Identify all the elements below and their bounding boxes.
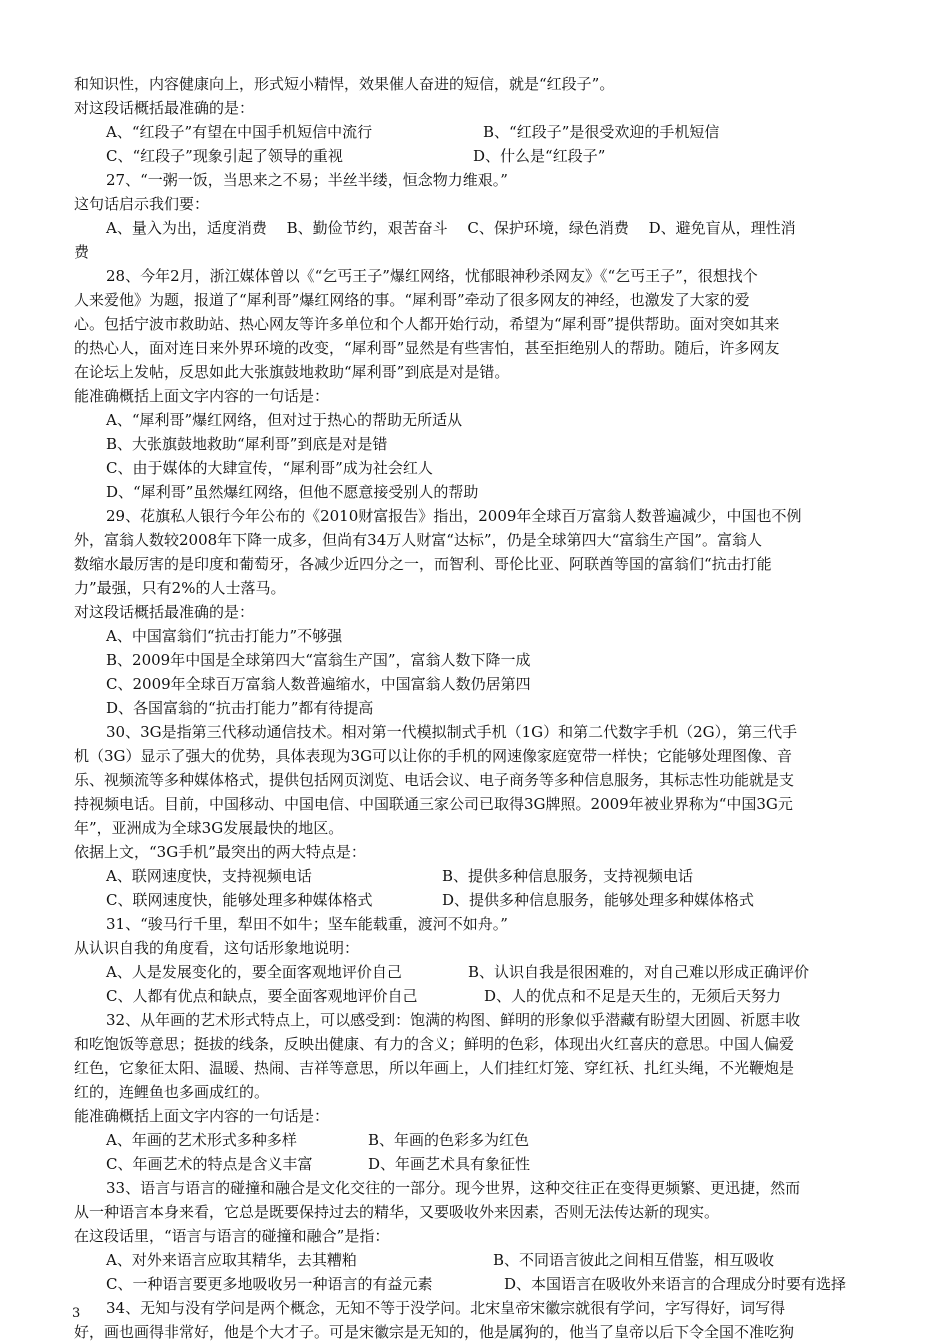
text-line: 年”，亚洲成为全球3G发展最快的地区。 bbox=[74, 819, 344, 837]
option-text: B、提供多种信息服务，支持视频电话 bbox=[442, 867, 694, 885]
text-line: 乐、视频流等多种媒体格式，提供包括网页浏览、电话会议、电子商务等多种信息服务，其标志性功能就是支 bbox=[74, 771, 795, 789]
text-line-indented: 29、花旗私人银行今年公布的《2010财富报告》指出，2009年全球百万富翁人数普遍减少，中国也不例 bbox=[106, 507, 802, 525]
text-line: 对这段话概括最准确的是： bbox=[74, 99, 255, 117]
text-line: 力”最强，只有2%的人士落马。 bbox=[74, 579, 286, 597]
text-line: 外，富翁人数较2008年下降一成多，但尚有34万人财富“达标”，仍是全球第四大“富翁生产国”。富翁人 bbox=[74, 531, 762, 549]
option-text: D、提供多种信息服务，能够处理多种媒体格式 bbox=[442, 891, 755, 909]
option-row bbox=[74, 144, 880, 168]
text-line-indented: 33、语言与语言的碰撞和融合是文化交往的一部分。现今世界，这种交往正在变得更频繁、更迅捷，然而 bbox=[106, 1179, 801, 1197]
option-row bbox=[74, 1128, 880, 1152]
text-line: 心。包括宁波市救助站、热心网友等许多单位和个人都开始行动，希望为“犀利哥”提供帮助。面对突如其来 bbox=[74, 315, 780, 333]
option-row bbox=[74, 984, 880, 1008]
text-line-indented: D、各国富翁的“抗击打能力”都有待提高 bbox=[106, 699, 374, 717]
text-line: 在论坛上发帖，反思如此大张旗鼓地救助“犀利哥”到底是对是错。 bbox=[74, 363, 510, 381]
option-row bbox=[74, 1152, 880, 1176]
text-line-indented: B、大张旗鼓地救助“犀利哥”到底是对是错 bbox=[106, 435, 388, 453]
option-text: C、年画艺术的特点是含义丰富 bbox=[106, 1155, 313, 1173]
option-text: D、人的优点和不足是天生的，无须后天努力 bbox=[484, 987, 782, 1005]
text-line-indented: D、“犀利哥”虽然爆红网络，但他不愿意接受别人的帮助 bbox=[106, 483, 479, 501]
text-line-indented: 30、3G是指第三代移动通信技术。相对第一代模拟制式手机（1G）和第二代数字手机（2G），第三代手 bbox=[106, 723, 798, 741]
option-row bbox=[74, 1248, 880, 1272]
text-line-indented: B、2009年中国是全球第四大“富翁生产国”，富翁人数下降一成 bbox=[106, 651, 531, 669]
text-line-indented: 32、从年画的艺术形式特点上，可以感受到：饱满的构图、鲜明的形象似乎潜藏有盼望大团圆、祈愿丰收 bbox=[106, 1011, 801, 1029]
text-line: 在这段话里，“语言与语言的碰撞和融合”是指： bbox=[74, 1227, 390, 1245]
text-line: 和知识性，内容健康向上，形式短小精悍，效果催人奋进的短信，就是“红段子”。 bbox=[74, 75, 615, 93]
text-line-indented: A、“犀利哥”爆红网络，但对过于热心的帮助无所适从 bbox=[106, 411, 463, 429]
option-text: B、年画的色彩多为红色 bbox=[368, 1131, 530, 1149]
option-row bbox=[74, 888, 880, 912]
option-text: A、联网速度快，支持视频电话 bbox=[106, 867, 312, 885]
option-text: D、本国语言在吸收外来语言的合理成分时要有选择 bbox=[504, 1275, 847, 1293]
option-text: C、联网速度快，能够处理多种媒体格式 bbox=[106, 891, 373, 909]
page-content bbox=[74, 72, 880, 1344]
option-text: B、认识自我是很困难的，对自己难以形成正确评价 bbox=[468, 963, 810, 981]
option-text: C、人都有优点和缺点，要全面客观地评价自己 bbox=[106, 987, 418, 1005]
text-line: 从认识自我的角度看，这句话形象地说明： bbox=[74, 939, 360, 957]
text-line: 持视频电话。目前，中国移动、中国电信、中国联通三家公司已取得3G牌照。2009年被业界称为“中国3G元 bbox=[74, 795, 793, 813]
text-line: 费 bbox=[74, 243, 90, 261]
option-text: D、年画艺术具有象征性 bbox=[368, 1155, 531, 1173]
option-row bbox=[74, 1272, 880, 1296]
text-line-indented: C、由于媒体的大肆宣传，“犀利哥”成为社会红人 bbox=[106, 459, 433, 477]
text-line-indented: 34、无知与没有学问是两个概念，无知不等于没学问。北宋皇帝宋徽宗就很有学问，字写得好，词写得 bbox=[106, 1299, 786, 1317]
text-line-indented: 31、“骏马行千里，犁田不如牛；坚车能载重，渡河不如舟。” bbox=[106, 915, 508, 933]
text-line-indented: A、量入为出，适度消费 B、勤俭节约，艰苦奋斗 C、保护环境，绿色消费 D、避免盲从，理性消 bbox=[106, 219, 796, 237]
text-line: 这句话启示我们要： bbox=[74, 195, 210, 213]
option-text: D、什么是“红段子” bbox=[473, 147, 606, 165]
option-text: A、年画的艺术形式多种多样 bbox=[106, 1131, 297, 1149]
option-text: C、一种语言要更多地吸收另一种语言的有益元素 bbox=[106, 1275, 433, 1293]
text-line: 和吃饱饭等意思；挺拔的线条，反映出健康、有力的含义；鲜明的色彩，体现出火红喜庆的意思。中国人偏爱 bbox=[74, 1035, 795, 1053]
option-text: C、“红段子”现象引起了领导的重视 bbox=[106, 147, 343, 165]
option-text: A、人是发展变化的，要全面客观地评价自己 bbox=[106, 963, 402, 981]
text-line: 的热心人，面对连日来外界环境的改变，“犀利哥”显然是有些害怕，甚至拒绝别人的帮助。随后，许多网友 bbox=[74, 339, 780, 357]
text-line: 机（3G）显示了强大的优势，具体表现为3G可以让你的手机的网速像家庭宽带一样快；它能够处理图像、音 bbox=[74, 747, 793, 765]
text-line: 对这段话概括最准确的是： bbox=[74, 603, 255, 621]
option-row bbox=[74, 120, 880, 144]
text-line: 红色，它象征太阳、温暖、热闹、吉祥等意思，所以年画上，人们挂红灯笼、穿红袄、扎红头绳，不光鞭炮是 bbox=[74, 1059, 795, 1077]
option-row bbox=[74, 864, 880, 888]
option-text: A、“红段子”有望在中国手机短信中流行 bbox=[106, 123, 373, 141]
text-line: 数缩水最厉害的是印度和葡萄牙，各减少近四分之一，而智利、哥伦比亚、阿联酋等国的富翁们“抗击打能 bbox=[74, 555, 772, 573]
text-line-indented: 28、今年2月，浙江媒体曾以《“乞丐王子”爆红网络，忧郁眼神秒杀网友》《“乞丐王子”，很想找个 bbox=[106, 267, 758, 285]
text-line: 好，画也画得非常好，他是个大才子。可是宋徽宗是无知的，他是属狗的，他当了皇帝以后下令全国不准吃狗 bbox=[74, 1323, 795, 1341]
text-line-indented: A、中国富翁们“抗击打能力”不够强 bbox=[106, 627, 343, 645]
option-text: B、“红段子”是很受欢迎的手机短信 bbox=[483, 123, 720, 141]
option-text: B、不同语言彼此之间相互借鉴，相互吸收 bbox=[493, 1251, 775, 1269]
text-line: 人来爱他》为题，报道了“犀利哥”爆红网络的事。“犀利哥”牵动了很多网友的神经，也激发了大家的爱 bbox=[74, 291, 750, 309]
text-line: 依据上文，“3G手机”最突出的两大特点是： bbox=[74, 843, 366, 861]
text-line: 能准确概括上面文字内容的一句话是： bbox=[74, 1107, 330, 1125]
option-text: A、对外来语言应取其精华，去其糟粕 bbox=[106, 1251, 357, 1269]
text-line-indented: 27、“一粥一饭，当思来之不易；半丝半缕，恒念物力维艰。” bbox=[106, 171, 508, 189]
text-line: 从一种语言本身来看，它总是既要保持过去的精华，又要吸收外来因素，否则无法传达新的现实。 bbox=[74, 1203, 720, 1221]
text-line: 能准确概括上面文字内容的一句话是： bbox=[74, 387, 330, 405]
text-line: 红的，连鲤鱼也多画成红的。 bbox=[74, 1083, 270, 1101]
page-number: 3 bbox=[72, 1306, 81, 1321]
option-row bbox=[74, 960, 880, 984]
text-line-indented: C、2009年全球百万富翁人数普遍缩水，中国富翁人数仍居第四 bbox=[106, 675, 531, 693]
